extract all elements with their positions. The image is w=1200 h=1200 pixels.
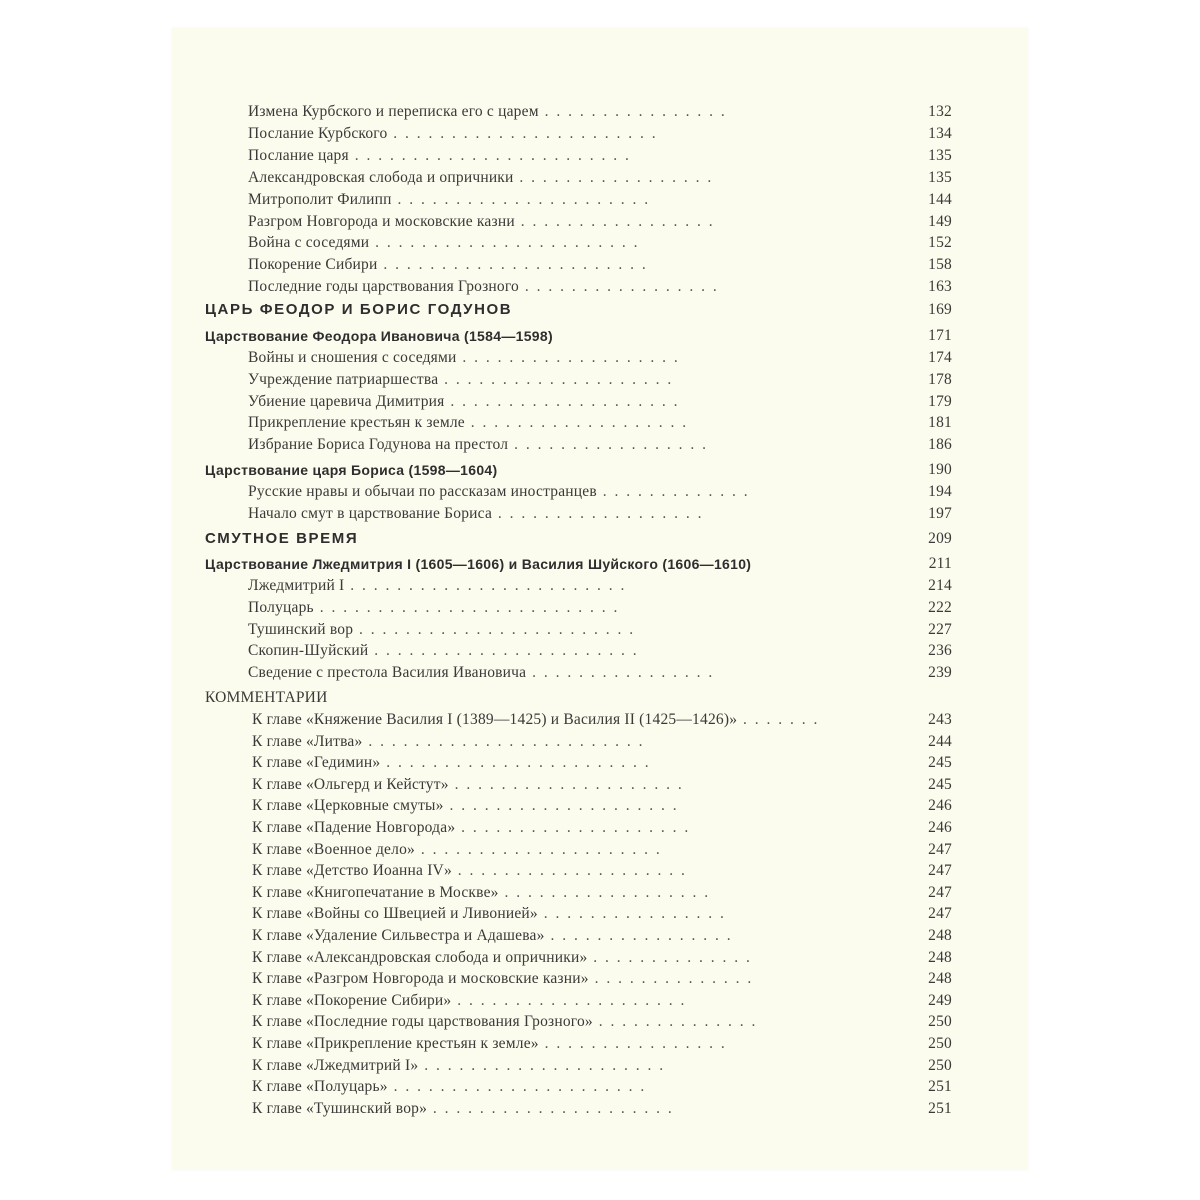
toc-leader-dots: . . . . . . . . . . . . . . . . . . . .: [451, 862, 687, 880]
toc-entry-text: Царствование Феодора Ивановича (1584—1598): [205, 328, 553, 344]
toc-section-heading: [172, 527, 1028, 551]
toc-page-number: 247: [928, 840, 952, 858]
toc-comments-heading: [172, 686, 1028, 710]
toc-entry: [172, 989, 1028, 1013]
toc-entry: [172, 838, 1028, 862]
toc-leader-dots: . . . . . . . . . . . . . . . . .: [508, 436, 708, 454]
toc-page-number: 250: [928, 1013, 952, 1031]
toc-leader-dots: . . . . . . . . . . . . . . . . . . . . . . .: [380, 754, 651, 772]
toc-entry: [172, 661, 1028, 685]
toc-entry-text: Александровская слобода и опричники: [248, 168, 514, 186]
toc-entry: [172, 502, 1028, 526]
toc-entry: [172, 730, 1028, 754]
toc-leader-dots: . . . . . . . . . . . . . .: [592, 1013, 758, 1031]
toc-page-number: 209: [928, 530, 952, 547]
toc-entry-label: [252, 1097, 674, 1121]
toc-page-number: 250: [928, 1056, 952, 1074]
toc-entry-text: Царствование царя Бориса (1598—1604): [205, 462, 498, 478]
toc-entry-label: [252, 1032, 727, 1056]
toc-entry-label: [248, 122, 658, 146]
toc-entry-label: [252, 730, 644, 754]
toc-entry-text: К главе «Лжедмитрий I»: [252, 1056, 419, 1074]
toc-entry-text: К главе «Войны со Швецией и Ливонией»: [252, 905, 538, 923]
toc-entry-text: Царствование Лжедмитрия I (1605—1606) и Василия Шуйского (1606—1610): [205, 556, 752, 572]
toc-entry-text: Митрополит Филипп: [248, 190, 392, 208]
toc-page-number: 245: [928, 775, 952, 793]
toc-entry-text: К главе «Прикрепление крестьян к земле»: [252, 1035, 539, 1052]
toc-entry: [172, 188, 1028, 212]
toc-entry: [172, 881, 1028, 905]
toc-page-number: 246: [928, 797, 952, 815]
toc-entry-label: [205, 298, 512, 322]
toc-entry-text: К главе «Полуцарь»: [252, 1078, 388, 1096]
toc-entry-text: К главе «Последние годы царствования Грозного»: [252, 1013, 593, 1031]
toc-entry-text: К главе «Церковные смуты»: [252, 797, 444, 815]
toc-entry-label: [205, 527, 358, 551]
toc-entry: [172, 122, 1028, 146]
toc-leader-dots: . . . . . . . . . . . . . . . .: [544, 927, 733, 944]
toc-page-number: 178: [928, 370, 952, 388]
toc-entry: [172, 231, 1028, 255]
toc-entry-text: Война с соседями: [248, 234, 370, 252]
toc-entry-label: [252, 794, 679, 818]
toc-entry-label: [205, 458, 497, 482]
toc-entry-label: [248, 639, 639, 663]
toc-page-number: 163: [928, 278, 952, 296]
toc-page-number: 135: [928, 168, 952, 186]
toc-page-number: 181: [928, 414, 952, 432]
toc-page-number: 174: [928, 349, 952, 366]
toc-entry-label: [252, 1054, 665, 1078]
toc-page-number: 171: [928, 327, 952, 344]
toc-page-number: 149: [928, 212, 952, 230]
toc-page-number: 243: [928, 711, 952, 728]
toc-leader-dots: . . . . . . . . . . . . . . . . . .: [492, 504, 704, 522]
toc-entry: [172, 751, 1028, 775]
toc-entry-label: [252, 902, 726, 926]
toc-entry: [172, 967, 1028, 991]
toc-entry: [172, 368, 1028, 392]
toc-entry: [172, 924, 1028, 948]
toc-leader-dots: . . . . . . . . . . . . . . . . . . . . . . .: [368, 642, 639, 660]
toc-page-number: 186: [928, 436, 952, 454]
toc-page-number: 249: [928, 991, 952, 1009]
toc-entry-label: [252, 838, 662, 862]
toc-entry-text: К главе «Александровская слобода и опричники»: [252, 948, 588, 966]
toc-entry-label: [252, 1075, 646, 1099]
toc-entry-label: [248, 210, 715, 234]
toc-entry-label: [248, 166, 713, 190]
toc-entry-text: К главе «Литва»: [252, 732, 363, 750]
toc-leader-dots: . . . . . . . . . . . . . . . . . . . . . . . .: [344, 577, 627, 594]
toc-page-number: 250: [928, 1035, 952, 1052]
toc-leader-dots: . . . . . . . . . . . . . .: [587, 948, 752, 966]
toc-entry-label: [248, 188, 650, 212]
toc-page-number: 135: [928, 146, 952, 164]
toc-entry-text: СМУТНОЕ ВРЕМЯ: [205, 530, 359, 547]
toc-entry-text: Сведение с престола Василия Ивановича: [248, 664, 527, 682]
toc-entry: [172, 210, 1028, 234]
toc-page-number: 134: [928, 124, 952, 142]
toc-entry-label: [252, 773, 684, 797]
toc-entry: [172, 480, 1028, 504]
toc-entry-label: [252, 946, 752, 970]
toc-page-number: 236: [928, 642, 952, 660]
toc-page-number: 144: [928, 190, 952, 208]
toc-leader-dots: . . . . . . . . . . . . . . . . .: [519, 278, 719, 296]
toc-entry: [172, 639, 1028, 663]
toc-entry-text: Избрание Бориса Годунова на престол: [248, 436, 509, 454]
toc-entry-label: [248, 368, 673, 392]
toc-page-number: 251: [928, 1099, 952, 1117]
toc-page-number: 152: [928, 234, 952, 252]
toc-page-number: 214: [928, 577, 952, 594]
toc-entry: [172, 708, 1028, 732]
toc-entry-text: Послание царя: [248, 146, 349, 164]
toc-entry: [172, 773, 1028, 797]
toc-entry-text: Разгром Новгорода и московские казни: [248, 212, 515, 230]
toc-entry: [172, 1097, 1028, 1121]
toc-entry-label: [248, 275, 719, 299]
toc-entry-label: [252, 859, 687, 883]
toc-entry-text: Прикрепление крестьян к земле: [248, 414, 465, 432]
toc-leader-dots: . . . . . . . . . . . . . . . .: [537, 905, 726, 923]
toc-page-number: 246: [928, 819, 952, 836]
toc-entry-text: КОММЕНТАРИИ: [205, 689, 328, 706]
toc-entry-text: К главе «Гедимин»: [252, 754, 381, 772]
toc-leader-dots: . . . . . . . . . . . . . . . .: [526, 664, 715, 682]
toc-leader-dots: . . . . . . . . . . . . . . . . . . . . . . .: [369, 234, 640, 252]
toc-entry: [172, 253, 1028, 277]
toc-page-number: 248: [928, 927, 952, 944]
toc-entry: [172, 100, 1028, 124]
toc-entry: [172, 794, 1028, 818]
toc-entry-text: Измена Курбского и переписка его с царем: [248, 103, 539, 120]
toc-entry-label: [248, 390, 679, 414]
toc-page-number: 179: [928, 392, 952, 410]
toc-entry-text: Полуцарь: [248, 598, 314, 616]
toc-entry-label: [252, 1010, 757, 1034]
toc-entry-text: К главе «Детство Иоанна IV»: [252, 862, 452, 880]
toc-leader-dots: . . . . . . . . . . . . . . . . . . . . . . . . . .: [313, 598, 620, 616]
toc-entry-text: К главе «Падение Новгорода»: [252, 819, 456, 836]
toc-entry: [172, 1010, 1028, 1034]
toc-page-number: 222: [928, 598, 952, 616]
toc-page-number: 194: [928, 483, 952, 500]
toc-entry-text: Покорение Сибири: [248, 256, 378, 274]
toc-page-number: 158: [928, 256, 952, 274]
toc-leader-dots: . . . . . . . . . . . . . . . . .: [514, 212, 715, 230]
toc-leader-dots: . . . . . . . . . . . . . . . . . . . .: [444, 392, 680, 410]
toc-entry-label: [248, 574, 626, 598]
toc-entry-label: [248, 661, 714, 685]
toc-leader-dots: . . . . . . . . . . . . . . . .: [538, 1035, 727, 1052]
toc-entry-text: К главе «Княжение Василия I (1389—1425) и Василия II (1425—1426)»: [252, 711, 738, 728]
toc-entry: [172, 1054, 1028, 1078]
toc-entry-text: Убиение царевича Димитрия: [248, 392, 445, 410]
toc-entry-label: [248, 433, 708, 457]
toc-leader-dots: . . . . . . . . . . . . .: [596, 483, 750, 500]
toc-entry-text: Русские нравы и обычаи по рассказам иностранцев: [248, 483, 597, 500]
toc-leader-dots: . . . . . . . . . . . . . . . . . . . . . .: [387, 1078, 647, 1096]
toc-page-number: 247: [928, 862, 952, 880]
toc-entry-label: [252, 816, 690, 840]
toc-leader-dots: . . . . . . . . . . . . . . . . . . . .: [438, 370, 674, 388]
toc-entry-text: К главе «Ольгерд и Кейстут»: [252, 775, 449, 793]
toc-entry: [172, 946, 1028, 970]
toc-entry-label: [248, 480, 750, 504]
toc-entry-text: Послание Курбского: [248, 124, 388, 142]
toc-entry-text: Учреждение патриаршества: [248, 370, 439, 388]
toc-leader-dots: . . . . . . . . . . . . . . . . . .: [498, 883, 711, 901]
toc-reign-heading: [172, 552, 1028, 576]
toc-entry: [172, 390, 1028, 414]
toc-entry-label: [248, 253, 648, 277]
toc-entry-label: [248, 618, 635, 642]
toc-page-number: 247: [928, 883, 952, 901]
toc-page-number: 248: [928, 948, 952, 966]
toc-leader-dots: . . . . . . . . . . . . . . . . . . . .: [455, 819, 691, 836]
toc-page-number: 197: [928, 504, 952, 522]
toc-leader-dots: . . . . . . . . . . . . . . . . . . .: [456, 349, 680, 366]
toc-page-number: 244: [928, 732, 952, 750]
toc-entry-text: Начало смут в царствование Бориса: [248, 504, 493, 522]
toc-leader-dots: . . . . . . .: [737, 711, 820, 728]
toc-page-number: 169: [928, 301, 952, 318]
toc-page-number: 190: [928, 461, 952, 478]
toc-entry-text: Скопин-Шуйский: [248, 642, 369, 660]
toc-leader-dots: . . . . . . . . . . . . . . . . . . . . . . .: [387, 124, 658, 142]
toc-page-number: 239: [928, 664, 952, 682]
toc-entry: [172, 346, 1028, 370]
toc-page-number: 211: [928, 555, 952, 572]
toc-entry-label: [205, 686, 327, 710]
toc-entry-label: [248, 144, 631, 168]
toc-leader-dots: . . . . . . . . . . . . . . . . . . . .: [448, 775, 684, 793]
toc-entry-text: К главе «Тушинский вор»: [252, 1099, 428, 1117]
toc-reign-heading: [172, 458, 1028, 482]
toc-entry: [172, 411, 1028, 435]
toc-leader-dots: . . . . . . . . . . . . . . . . . . . . . . . .: [348, 146, 631, 164]
toc-entry-text: К главе «Книгопечатание в Москве»: [252, 883, 499, 901]
toc-page-number: 245: [928, 754, 952, 772]
toc-leader-dots: . . . . . . . . . . . . . . . . . . . . . .: [391, 190, 651, 208]
toc-entry-label: [248, 231, 640, 255]
toc-entry: [172, 596, 1028, 620]
toc-section-heading: [172, 298, 1028, 322]
toc-entry-label: [252, 708, 819, 732]
toc-page-number: 248: [928, 970, 952, 988]
toc-entry-text: Тушинский вор: [248, 620, 354, 638]
toc-entry-text: Лжедмитрий I: [248, 577, 345, 594]
toc-leader-dots: . . . . . . . . . . . . . . . . . . . . . . . .: [362, 732, 645, 750]
toc-entry-text: ЦАРЬ ФЕОДОР И БОРИС ГОДУНОВ: [205, 301, 513, 318]
toc-entry: [172, 859, 1028, 883]
toc-entry: [172, 166, 1028, 190]
toc-entry-label: [205, 552, 751, 576]
toc-leader-dots: . . . . . . . . . . . . . . . . . . . . .: [427, 1099, 674, 1117]
toc-reign-heading: [172, 324, 1028, 348]
toc-entry-text: К главе «Покорение Сибири»: [252, 991, 452, 1009]
toc-leader-dots: . . . . . . . . . . . . . . . .: [538, 103, 727, 120]
toc-entry-text: К главе «Военное дело»: [252, 840, 415, 858]
toc-entry-label: [248, 100, 727, 124]
toc-leader-dots: . . . . . . . . . . . . . . . . . . . .: [443, 797, 679, 815]
toc-page-number: 132: [928, 103, 952, 120]
toc-page-number: 251: [928, 1078, 952, 1096]
toc-entry: [172, 574, 1028, 598]
toc-entry-text: Войны и сношения с соседями: [248, 349, 457, 366]
toc-entry: [172, 144, 1028, 168]
toc-entry: [172, 816, 1028, 840]
toc-leader-dots: . . . . . . . . . . . . . . . . . . . . .: [418, 1056, 666, 1074]
table-of-contents: [172, 28, 1028, 1170]
toc-entry-label: [252, 881, 710, 905]
toc-entry: [172, 1032, 1028, 1056]
toc-entry: [172, 1075, 1028, 1099]
toc-entry-label: [252, 751, 651, 775]
toc-entry-text: К главе «Разгром Новгорода и московские казни»: [252, 970, 589, 988]
toc-entry: [172, 275, 1028, 299]
toc-entry-label: [248, 596, 619, 620]
toc-leader-dots: . . . . . . . . . . . . . . . . . . . .: [451, 991, 687, 1009]
book-page: [172, 28, 1028, 1170]
toc-entry-text: К главе «Удаление Сильвестра и Адашева»: [252, 927, 545, 944]
toc-entry-label: [252, 989, 686, 1013]
toc-leader-dots: . . . . . . . . . . . . . . . . . . . . . . .: [377, 256, 648, 274]
toc-entry-label: [252, 967, 753, 991]
toc-entry-label: [248, 346, 680, 370]
toc-leader-dots: . . . . . . . . . . . . . . . . . . . . . . . .: [353, 620, 636, 638]
toc-leader-dots: . . . . . . . . . . . . . .: [588, 970, 754, 988]
toc-entry-label: [252, 924, 733, 948]
toc-entry: [172, 433, 1028, 457]
toc-entry-label: [205, 324, 553, 348]
toc-leader-dots: . . . . . . . . . . . . . . . . . . . . .: [414, 840, 662, 858]
toc-entry-label: [248, 411, 688, 435]
toc-entry-label: [248, 502, 704, 526]
toc-entry: [172, 618, 1028, 642]
toc-entry: [172, 902, 1028, 926]
toc-page-number: 227: [928, 620, 952, 638]
toc-page-number: 247: [928, 905, 952, 923]
toc-leader-dots: . . . . . . . . . . . . . . . . .: [513, 168, 714, 186]
toc-leader-dots: . . . . . . . . . . . . . . . . . . .: [464, 414, 689, 432]
toc-entry-text: Последние годы царствования Грозного: [248, 278, 520, 296]
